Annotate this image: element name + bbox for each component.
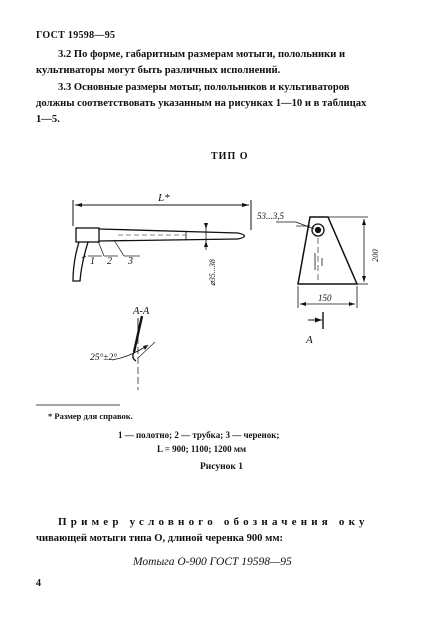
paragraph-3-2-line-2: культиваторы могут быть различных исполнений. bbox=[36, 65, 281, 76]
document-header: ГОСТ 19598—95 bbox=[36, 30, 116, 41]
tube-diameter-label: ⌀35...38 bbox=[208, 259, 217, 286]
example-line-1: Пример условного обозначения оку bbox=[58, 516, 369, 528]
height-label: 200 bbox=[370, 249, 380, 262]
page-number: 4 bbox=[36, 578, 41, 589]
paragraph-3-3-line-3: 1—5. bbox=[36, 114, 60, 125]
section-title: А-А bbox=[133, 306, 150, 317]
angle-label: 25°±2° bbox=[90, 353, 118, 363]
figure-caption: Рисунок 1 bbox=[200, 462, 243, 472]
figure-legend-line-1: 1 — полотно; 2 — трубка; 3 — черенок; bbox=[118, 430, 280, 440]
section-letter: А bbox=[306, 334, 313, 346]
figure-type-label: ТИП О bbox=[211, 151, 249, 162]
width-label: 150 bbox=[318, 293, 332, 303]
figure-legend-line-2: L = 900; 1100; 1200 мм bbox=[157, 444, 247, 454]
part-number-3: 3 bbox=[128, 256, 133, 267]
paragraph-3-3-line-2: должны соответствовать указанным на рисунках 1—10 и в таблицах bbox=[36, 98, 367, 109]
part-number-1: 1 bbox=[90, 256, 95, 267]
part-number-2: 2 bbox=[107, 256, 112, 267]
length-label: L* bbox=[158, 192, 170, 204]
paragraph-3-2-line-1: 3.2 По форме, габаритным размерам мотыги, полольники и bbox=[58, 49, 346, 60]
paragraph-3-3-line-1: 3.3 Основные размеры мотыг, полольников и культиваторов bbox=[58, 82, 350, 93]
hole-dimension-label: 53...3,5 bbox=[257, 211, 284, 221]
footnote: * Размер для справок. bbox=[48, 411, 133, 421]
example-line-2: чивающей мотыги типа О, длиной черенка 900 мм: bbox=[36, 533, 284, 544]
example-designation: Мотыга О-900 ГОСТ 19598—95 bbox=[133, 556, 292, 568]
